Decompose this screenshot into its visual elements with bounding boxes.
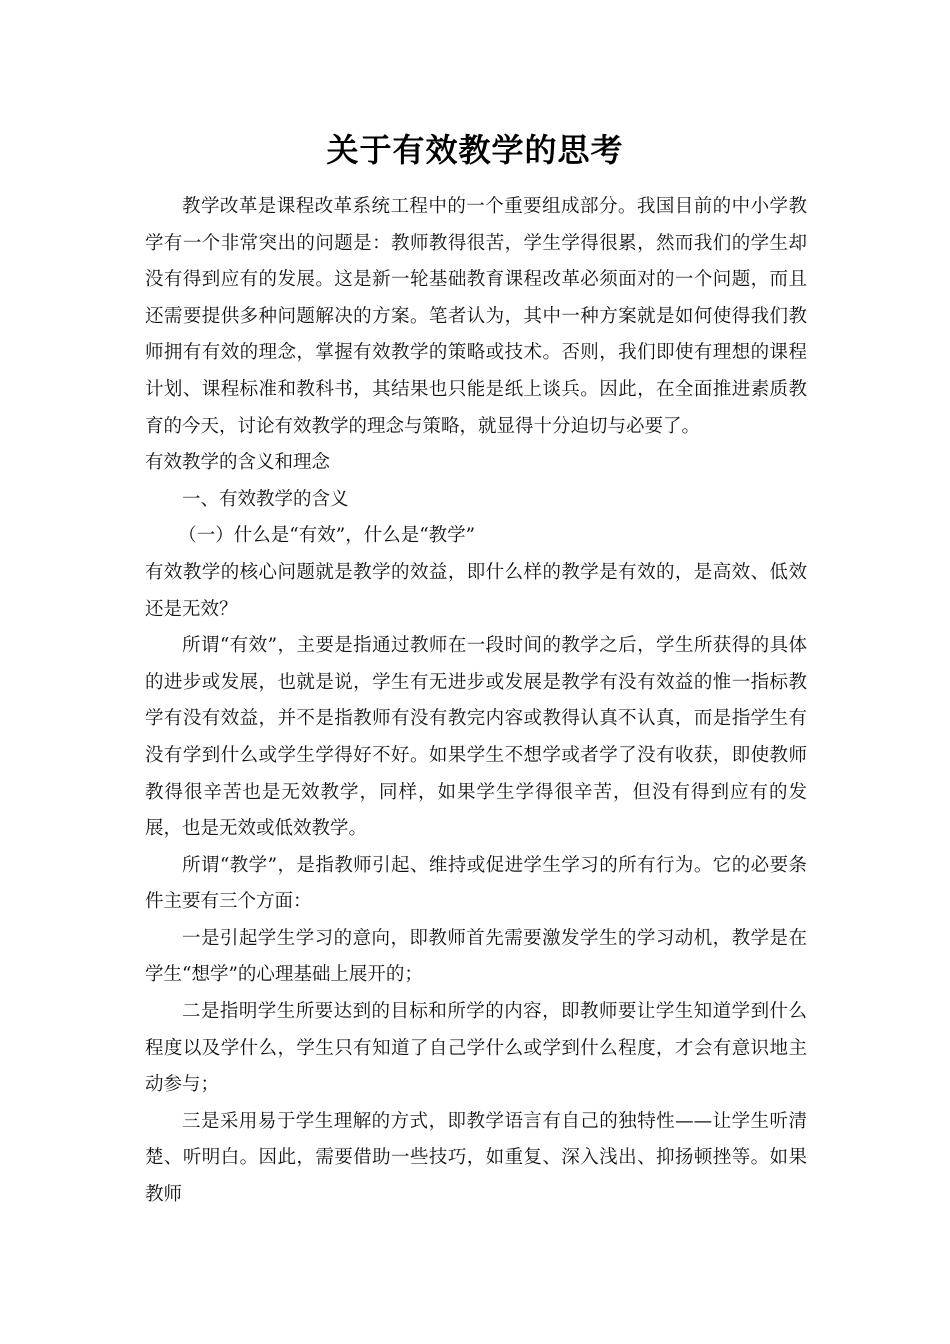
- document-body: [145, 189, 807, 1214]
- paragraph-teaching-definition: 所谓“教学”，是指教师引起、维持或促进学生学习的所有行为。它的必要条件主要有三个方面：: [145, 854, 807, 913]
- paragraph-condition-three: 三是采用易于学生理解的方式，即教学语言有自己的独特性——让学生听清楚、听明白。因此，需要借助一些技巧，如重复、深入浅出、抑扬顿挫等。如果教师: [145, 1110, 807, 1206]
- paragraph-condition-two: 二是指明学生所要达到的目标和所学的内容，即教师要让学生知道学到什么程度以及学什么，学生只有知道了自己学什么或学到什么程度，才会有意识地主动参与；: [145, 1001, 807, 1096]
- paragraph-effective-definition: 所谓“有效”，主要是指通过教师在一段时间的教学之后，学生所获得的具体的进步或发展，也就是说，学生有无进步或发展是教学有没有效益的惟一指标教学有没有效益，并不是指教师有没有教完内容或教得认真不认真，而是指学生有没有学到什么或学生学得好不好。如果学生不想学或者学了没有收获，即使教师教得很辛苦也是无效教学，同样，如果学生学得很辛苦，但没有得到应有的发展，也是无效或低效教学。: [145, 635, 807, 840]
- section-heading: 有效教学的含义和理念: [145, 452, 331, 474]
- paragraph-intro: 教学改革是课程改革系统工程中的一个重要组成部分。我国目前的中小学教学有一个非常突出的问题是：教师教得很苦，学生学得很累，然而我们的学生却没有得到应有的发展。这是新一轮基础教育课程改革必须面对的一个问题，而且还需要提供多种问题解决的方案。笔者认为，其中一种方案就是如何使得我们教师拥有有效的理念，掌握有效教学的策略或技术。否则，我们即使有理想的课程计划、课程标准和教科书，其结果也只能是纸上谈兵。因此，在全面推进素质教育的今天，讨论有效教学的理念与策略，就显得十分迫切与必要了。: [145, 196, 807, 437]
- paragraph-core-question: 有效教学的核心问题就是教学的效益，即什么样的教学是有效的，是高效、低效还是无效？: [145, 561, 807, 620]
- document-title: 关于有效教学的思考: [326, 131, 624, 169]
- subsection-heading: 一、有效教学的含义: [182, 488, 349, 510]
- subsubsection-heading: （一）什么是“有效”，什么是“教学”: [178, 525, 476, 547]
- paragraph-condition-one: 一是引起学生学习的意向，即教师首先需要激发学生的学习动机，教学是在学生“想学”的心理基础上展开的；: [145, 927, 807, 986]
